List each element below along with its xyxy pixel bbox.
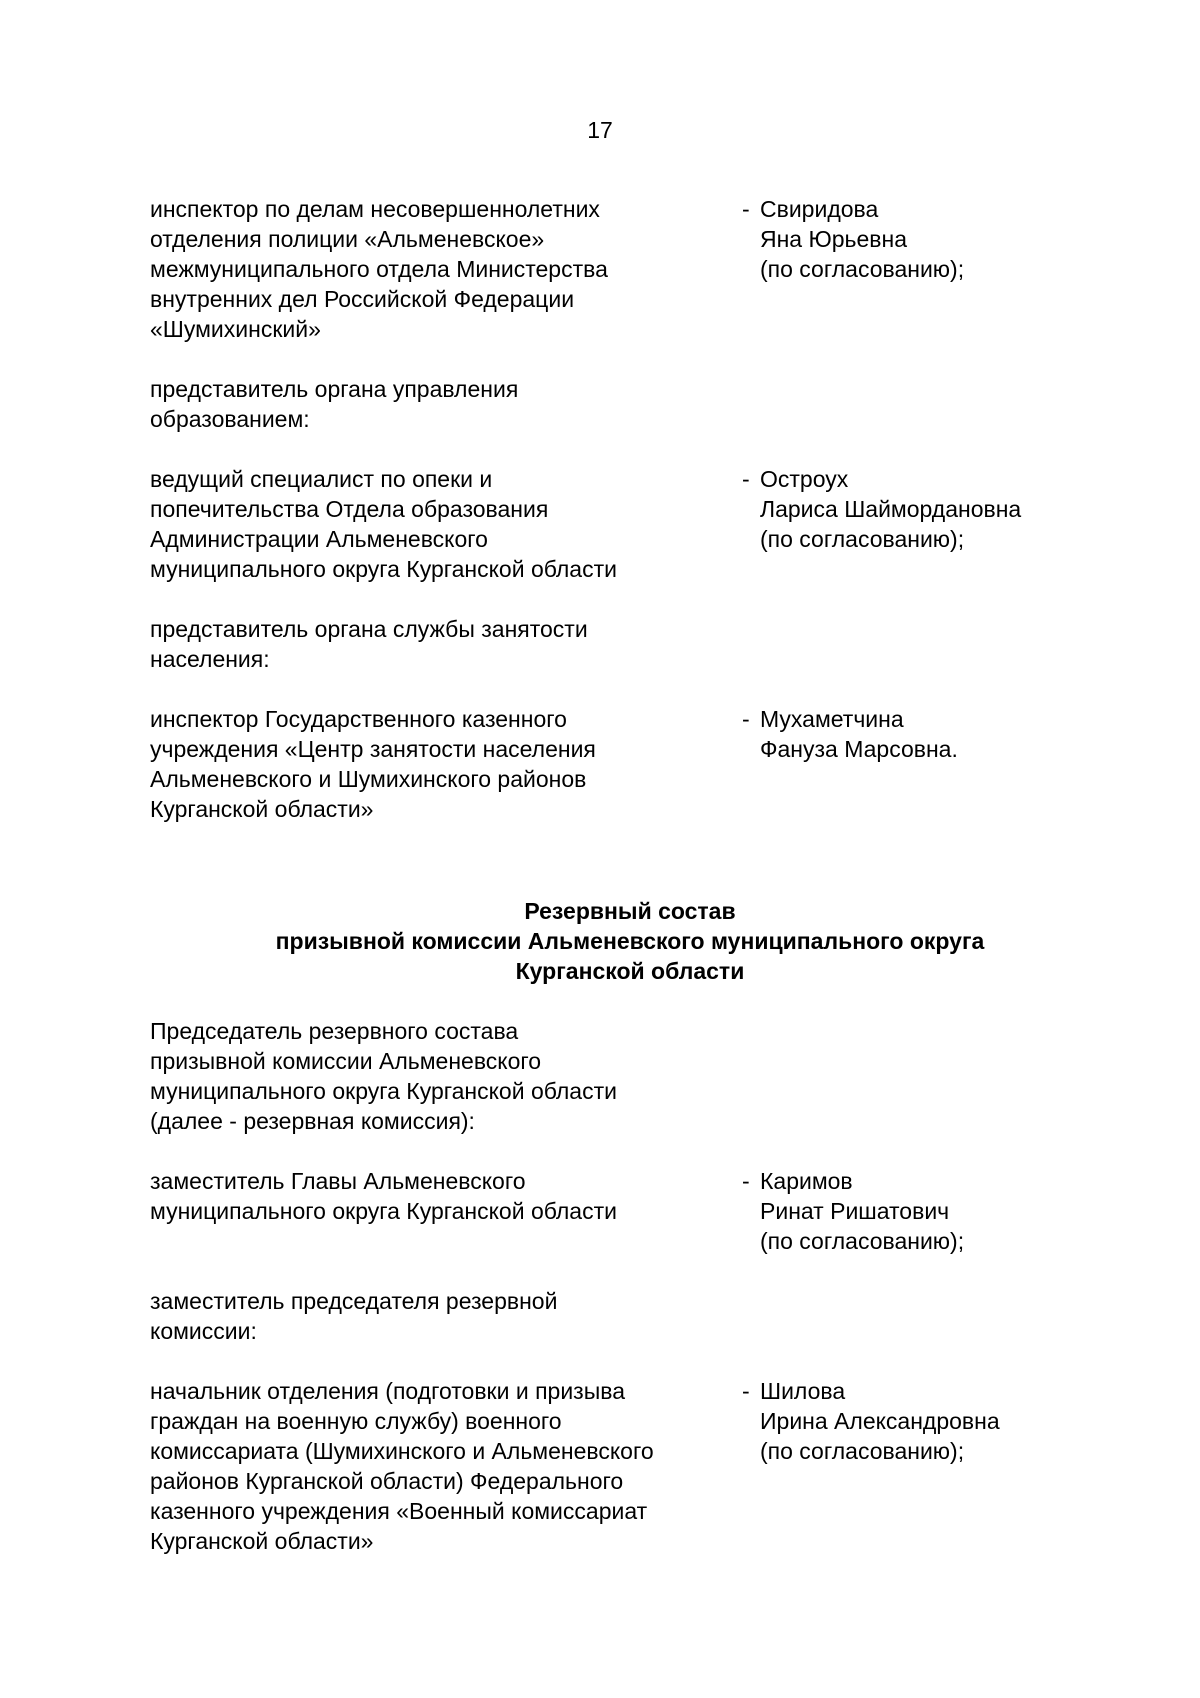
entry-role: ведущий специалист по опеки и попечительства Отдела образования Администрации Альменевского муниципального округа Курганской области bbox=[150, 466, 617, 582]
entry-dash: - bbox=[742, 706, 750, 732]
entry-role: инспектор Государственного казенного учреждения «Центр занятости населения Альменевского и Шумихинского районов Курганской области» bbox=[150, 706, 596, 822]
entry-guardianship-specialist bbox=[150, 464, 1090, 584]
entry-role: представитель органа службы занятости населения: bbox=[150, 616, 588, 672]
entry-role: Председатель резервного состава призывной комиссии Альменевского муниципального округа Курганской области (далее - резервная комиссия): bbox=[150, 1018, 617, 1134]
entry-deputy-head bbox=[150, 1166, 1090, 1256]
entry-person-name: Шилова Ирина Александровна (по согласованию); bbox=[760, 1378, 1000, 1464]
entry-person-name: Каримов Ринат Ришатович (по согласованию); bbox=[760, 1168, 965, 1254]
entry-person-name: Мухаметчина Фануза Марсовна. bbox=[760, 706, 958, 762]
entry-deputy-chairman-heading bbox=[150, 1286, 1090, 1346]
entry-person-name: Остроух Лариса Шаймордановна (по согласованию); bbox=[760, 466, 1022, 552]
document-body bbox=[150, 194, 1090, 1586]
reserve-composition-heading: Резервный состав призывной комиссии Альменевского муниципального округа Курганской области bbox=[275, 898, 985, 984]
entry-dash: - bbox=[742, 1378, 750, 1404]
entry-role: представитель органа управления образованием: bbox=[150, 376, 519, 432]
entry-person bbox=[742, 464, 1021, 554]
entry-dash: - bbox=[742, 1168, 750, 1194]
entry-person-name: Свиридова Яна Юрьевна (по согласованию); bbox=[760, 196, 965, 282]
entry-role: инспектор по делам несовершеннолетних отделения полиции «Альменевское» межмуниципального отдела Министерства внутренних дел Российской Федерации «Шумихинский» bbox=[150, 196, 608, 342]
entry-juvenile-inspector bbox=[150, 194, 1090, 344]
entry-department-head bbox=[150, 1376, 1090, 1556]
entry-person bbox=[742, 194, 964, 284]
entry-role: заместитель Главы Альменевского муниципального округа Курганской области bbox=[150, 1168, 617, 1224]
entry-reserve-chairman-heading bbox=[150, 1016, 1090, 1136]
entry-person bbox=[742, 1166, 964, 1256]
entry-role: начальник отделения (подготовки и призыва граждан на военную службу) военного комиссариата (Шумихинского и Альменевского районов Курганской области) Федерального казенного учреждения «Военный комиссариат Курганской области» bbox=[150, 1378, 654, 1554]
entry-role: заместитель председателя резервной комиссии: bbox=[150, 1288, 558, 1344]
entry-dash: - bbox=[742, 466, 750, 492]
entry-employment-representative-heading bbox=[150, 614, 1090, 674]
entry-employment-inspector bbox=[150, 704, 1090, 824]
entry-person bbox=[742, 1376, 1000, 1466]
entry-dash: - bbox=[742, 196, 750, 222]
page-number: 17 bbox=[587, 117, 613, 143]
entry-person bbox=[742, 704, 958, 764]
entry-education-representative-heading bbox=[150, 374, 1090, 434]
